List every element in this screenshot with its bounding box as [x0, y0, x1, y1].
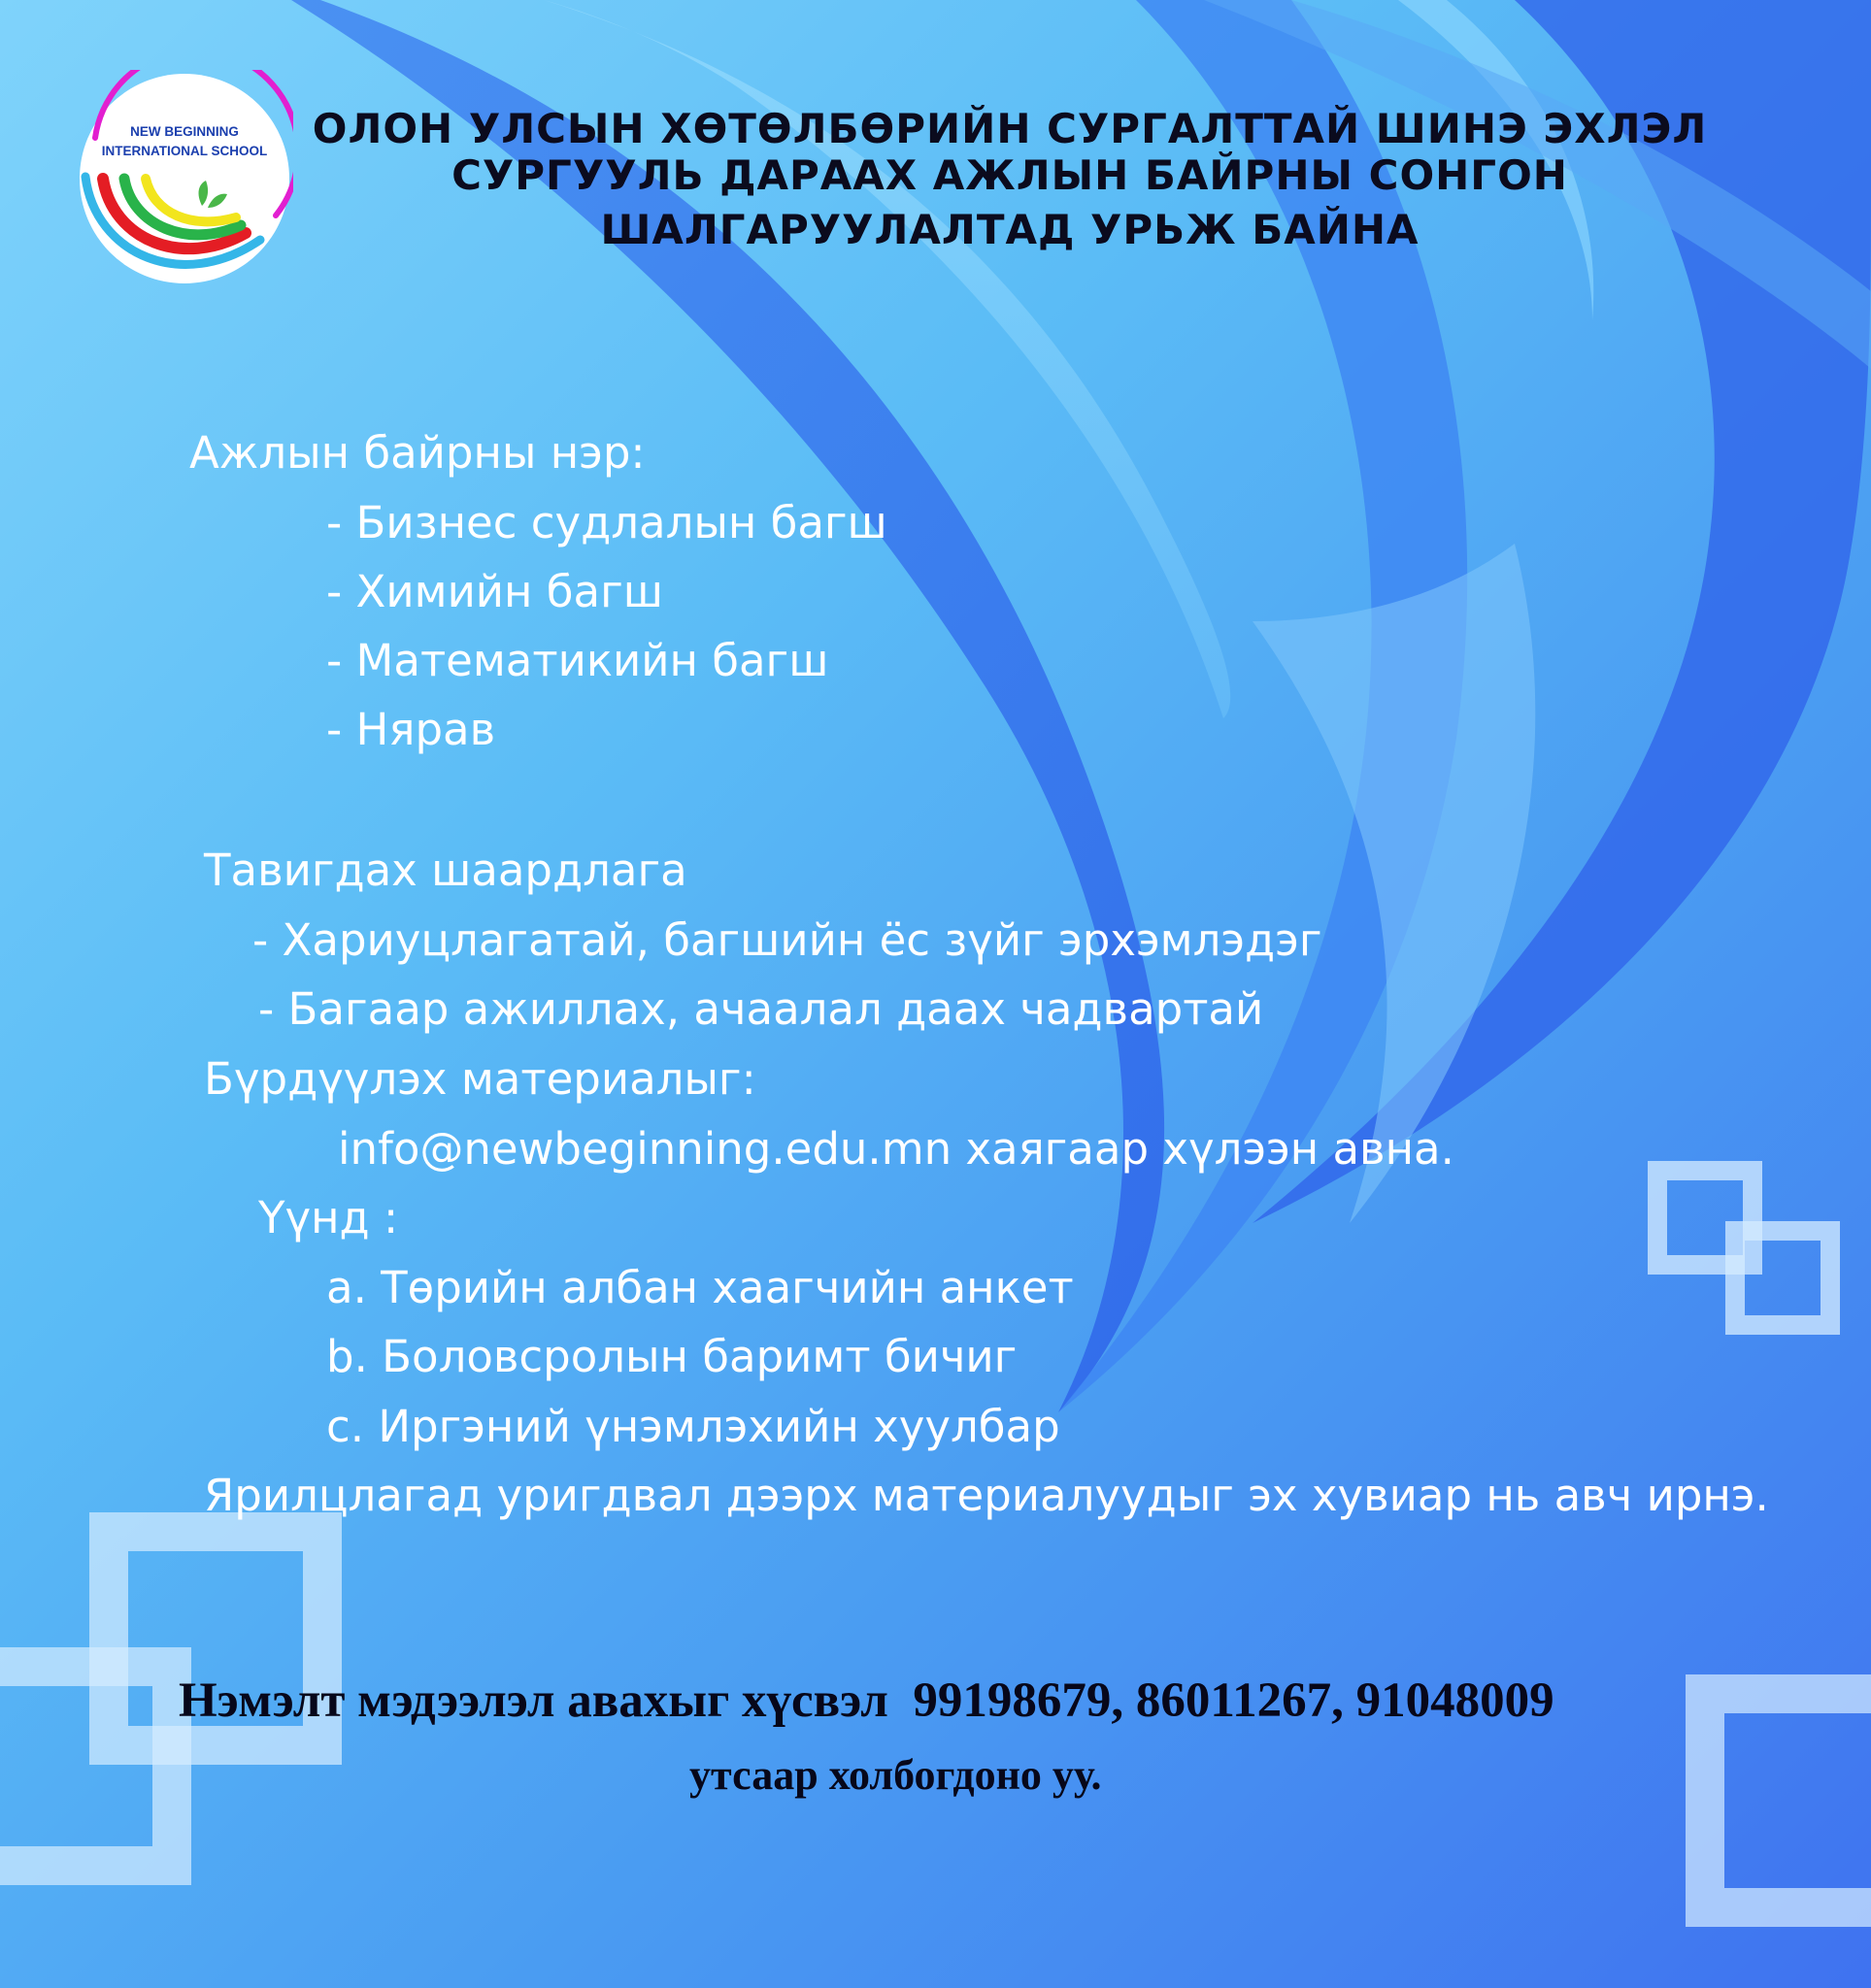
positions-heading: Ажлын байрны нэр: — [189, 427, 646, 479]
header-title-line-1: ОЛОН УЛСЫН ХӨТӨЛБӨРИЙН СУРГАЛТТАЙ ШИНЭ ЭХЛЭЛ — [312, 105, 1708, 152]
position-item: - Нярав — [326, 704, 496, 755]
square-outline-5 — [1705, 1694, 1871, 1907]
material-item: a. Төрийн албан хаагчийн анкет — [326, 1262, 1074, 1313]
logo-text-line-2: INTERNATIONAL SCHOOL — [101, 144, 268, 158]
material-item: b. Боловсролын баримт бичиг — [326, 1331, 1018, 1382]
requirement-item: - Хариуцлагатай, багшийн ёс зүйг эрхэмлэдэг — [252, 914, 1322, 966]
requirements-heading: Тавигдах шаардлага — [204, 845, 687, 896]
logo-text-line-1: NEW BEGINNING — [130, 124, 239, 139]
position-item: - Бизнес судлалын багш — [326, 497, 887, 548]
material-item: c. Иргэний үнэмлэхийн хуулбар — [326, 1401, 1060, 1452]
school-logo — [76, 70, 293, 287]
school-logo-icon — [76, 70, 293, 287]
square-outline-4 — [0, 1667, 172, 1866]
contact-line-2: утсаар холбогдоно уу. — [689, 1751, 1102, 1799]
header-title-line-2: СУРГУУЛЬ ДАРААХ АЖЛЫН БАЙРНЫ СОНГОН — [451, 151, 1568, 199]
contact-line-1: Нэмэлт мэдээлэл авахыг хүсвэл 99198679, 86011267, 91048009 — [179, 1673, 1554, 1728]
interview-note: Ярилцлагад уригдвал дээрх материалуудыг эх хувиар нь авч ирнэ. — [204, 1470, 1769, 1521]
position-item: - Химийн багш — [326, 566, 663, 617]
email-line: info@newbeginning.edu.mn хаягаар хүлээн авна. — [338, 1123, 1454, 1175]
position-item: - Математикийн багш — [326, 635, 829, 686]
requirement-item: - Багаар ажиллах, ачаалал даах чадвартай — [258, 983, 1264, 1035]
including-label: Үүнд : — [258, 1192, 399, 1243]
header-title-line-3: ШАЛГАРУУЛАЛТАД УРЬЖ БАЙНА — [600, 206, 1420, 253]
materials-heading: Бүрдүүлэх материалыг: — [204, 1053, 756, 1105]
